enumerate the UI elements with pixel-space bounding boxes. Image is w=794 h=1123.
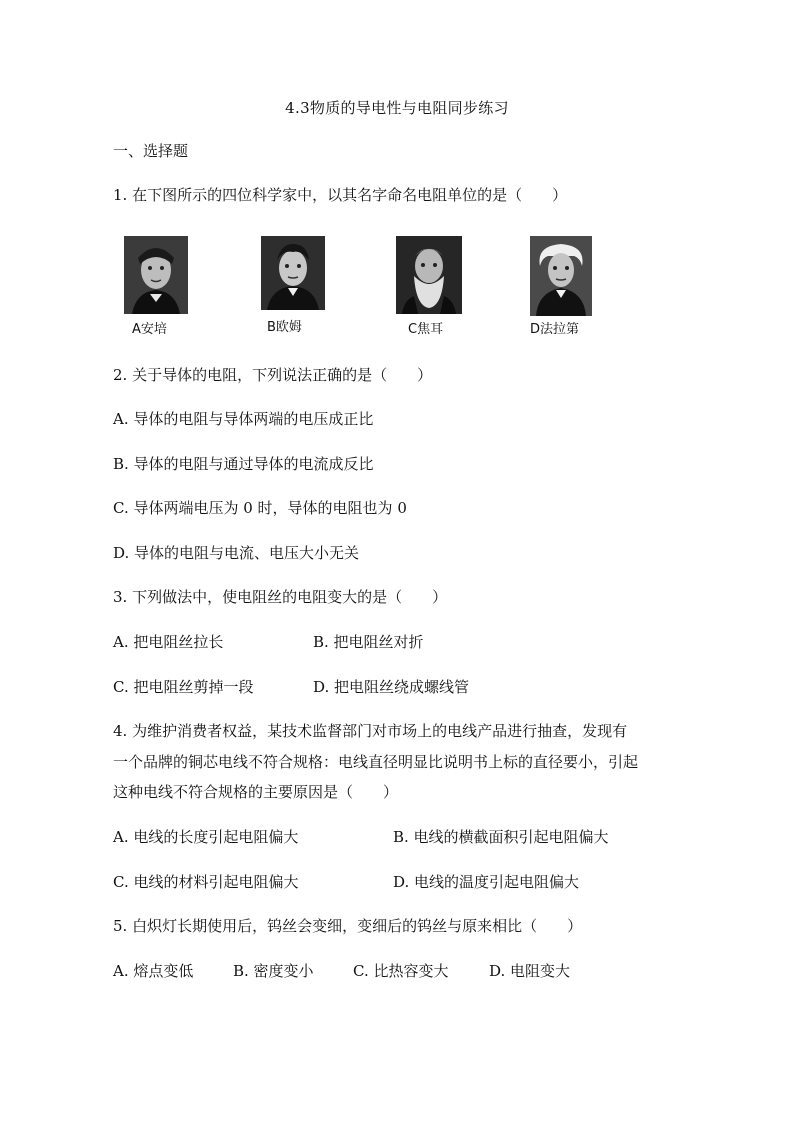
question-4-option-b: B. 电线的横截面积引起电阻偏大 — [393, 828, 609, 846]
section-heading: 一、选择题 — [113, 142, 189, 160]
question-4-stem-line-3: 这种电线不符合规格的主要原因是（ ） — [113, 783, 399, 801]
question-4-option-c: C. 电线的材料引起电阻偏大 — [113, 873, 299, 891]
question-5-stem: 5. 白炽灯长期使用后，钨丝会变细，变细后的钨丝与原来相比（ ） — [113, 917, 583, 935]
question-4-option-a: A. 电线的长度引起电阻偏大 — [113, 828, 299, 846]
caption-a: A安培 — [132, 322, 167, 337]
question-2-option-c: C. 导体两端电压为 0 时，导体的电阻也为 0 — [113, 499, 407, 517]
question-3-stem: 3. 下列做法中，使电阻丝的电阻变大的是（ ） — [113, 588, 448, 606]
question-5-option-a: A. 熔点变低 — [113, 962, 194, 980]
portrait-joule-icon — [396, 236, 462, 314]
question-3-option-a: A. 把电阻丝拉长 — [113, 633, 224, 651]
portrait-ampere-icon — [124, 236, 188, 314]
question-5-option-b: B. 密度变小 — [233, 962, 314, 980]
question-4-stem-line-1: 4. 为维护消费者权益，某技术监督部门对市场上的电线产品进行抽查，发现有 — [113, 722, 628, 740]
scientist-portraits — [0, 236, 794, 346]
question-4-option-d: D. 电线的温度引起电阻偏大 — [393, 873, 580, 891]
portrait-b — [261, 236, 325, 335]
portrait-faraday-icon — [530, 236, 592, 316]
question-5-option-c: C. 比热容变大 — [353, 962, 449, 980]
caption-c: C焦耳 — [408, 322, 444, 337]
question-3-option-b: B. 把电阻丝对折 — [313, 633, 424, 651]
question-2-stem: 2. 关于导体的电阻，下列说法正确的是（ ） — [113, 366, 433, 384]
page-title: 4.3物质的导电性与电阻同步练习 — [285, 99, 509, 117]
question-2-option-a: A. 导体的电阻与导体两端的电压成正比 — [113, 410, 374, 428]
question-2-option-d: D. 导体的电阻与电流、电压大小无关 — [113, 544, 360, 562]
question-5-option-d: D. 电阻变大 — [489, 962, 571, 980]
question-3-option-c: C. 把电阻丝剪掉一段 — [113, 678, 254, 696]
portrait-c — [396, 236, 462, 337]
question-1-stem: 1. 在下图所示的四位科学家中，以其名字命名电阻单位的是（ ） — [113, 186, 568, 204]
question-3-option-d: D. 把电阻丝绕成螺线管 — [313, 678, 470, 696]
caption-d: D法拉第 — [530, 322, 580, 337]
portrait-ohm-icon — [261, 236, 325, 310]
question-2-option-b: B. 导体的电阻与通过导体的电流成反比 — [113, 455, 374, 473]
portrait-a — [124, 236, 188, 337]
question-4-stem-line-2: 一个品牌的铜芯电线不符合规格：电线直径明显比说明书上标的直径要小，引起 — [113, 753, 639, 771]
portrait-d — [530, 236, 592, 337]
caption-b: B欧姆 — [267, 320, 302, 335]
